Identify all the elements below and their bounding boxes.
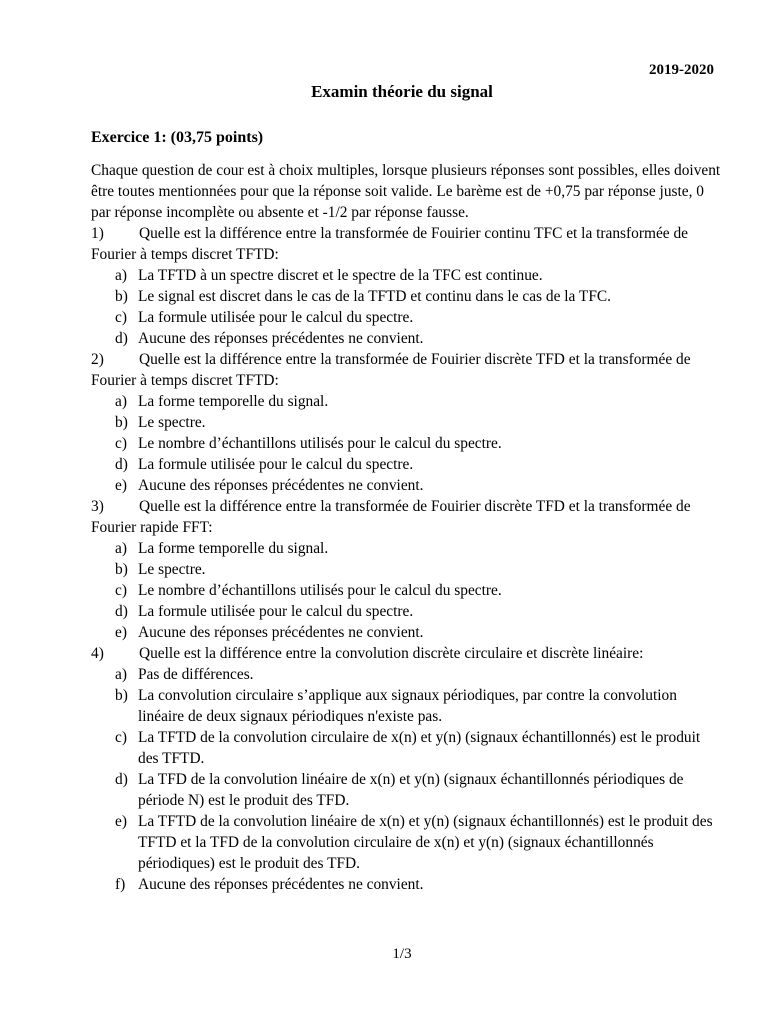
option-text: Aucune des réponses précédentes ne convient. <box>138 330 424 347</box>
answer-option <box>91 391 721 412</box>
option-text: Aucune des réponses précédentes ne convient. <box>138 876 424 893</box>
option-letter: d) <box>115 603 128 620</box>
option-text: La formule utilisée pour le calcul du spectre. <box>138 456 414 473</box>
option-text: Le nombre d’échantillons utilisés pour le calcul du spectre. <box>138 435 502 452</box>
answer-option <box>91 286 721 307</box>
option-letter: d) <box>115 456 128 473</box>
option-text: La TFD de la convolution linéaire de x(n) et y(n) (signaux échantillonnés périodiques de période N) est le produit des TFD. <box>138 771 684 809</box>
question-body: Quelle est la différence entre la transformée de Fouirier continu TFC et la transformée de Fourier à temps discret TFTD: <box>91 225 689 263</box>
answer-option <box>91 811 721 874</box>
question-2 <box>91 349 721 496</box>
option-letter: a) <box>115 540 127 557</box>
answer-option <box>91 622 721 643</box>
question-text <box>91 349 721 391</box>
option-letter: e) <box>115 477 127 494</box>
option-text: La TFTD à un spectre discret et le spectre de la TFC est continue. <box>138 267 543 284</box>
answer-option <box>91 685 721 727</box>
option-text: Pas de différences. <box>138 666 254 683</box>
question-number: 2) <box>91 351 104 368</box>
question-3 <box>91 496 721 643</box>
option-text: La TFTD de la convolution linéaire de x(n) et y(n) (signaux échantillonnés) est le produit des TFTD et la TFD de la convolution circulaire de x(n) et y(n) (signaux échantillonnés périodiques) est le produit des TFD. <box>138 813 713 872</box>
answer-options <box>91 664 721 895</box>
option-letter: b) <box>115 288 128 305</box>
question-body: Quelle est la différence entre la transformée de Fouirier discrète TFD et la transformée de Fourier rapide FFT: <box>91 498 691 536</box>
answer-option <box>91 874 721 895</box>
option-letter: f) <box>115 876 126 893</box>
option-text: Aucune des réponses précédentes ne convient. <box>138 477 424 494</box>
answer-option <box>91 538 721 559</box>
question-4 <box>91 643 721 895</box>
option-letter: b) <box>115 687 128 704</box>
question-1 <box>91 223 721 349</box>
question-text <box>91 223 721 265</box>
option-text: Le spectre. <box>138 561 206 578</box>
question-body: Quelle est la différence entre la transformée de Fouirier discrète TFD et la transformée de Fourier à temps discret TFTD: <box>91 351 691 389</box>
answer-option <box>91 769 721 811</box>
answer-option <box>91 307 721 328</box>
option-text: La formule utilisée pour le calcul du spectre. <box>138 309 414 326</box>
option-letter: b) <box>115 561 128 578</box>
question-number: 1) <box>91 225 104 242</box>
answer-option <box>91 454 721 475</box>
exercise-instructions: Chaque question de cour est à choix multiples, lorsque plusieurs réponses sont possibles, elles doivent être toutes mentionnées pour que la réponse soit valide. Le barème est de +0,75 par réponse juste, 0 par réponse incomplète ou absente et -1/2 par réponse fausse. <box>91 162 721 221</box>
answer-options <box>91 391 721 496</box>
exercise-content <box>91 160 721 895</box>
option-letter: a) <box>115 267 127 284</box>
answer-options <box>91 538 721 643</box>
option-text: La forme temporelle du signal. <box>138 393 329 410</box>
answer-options <box>91 265 721 349</box>
question-number: 3) <box>91 498 104 515</box>
option-letter: a) <box>115 666 127 683</box>
option-letter: c) <box>115 582 127 599</box>
option-text: La forme temporelle du signal. <box>138 540 329 557</box>
answer-option <box>91 727 721 769</box>
option-letter: a) <box>115 393 127 410</box>
answer-option <box>91 664 721 685</box>
option-letter: c) <box>115 729 127 746</box>
option-letter: e) <box>115 813 127 830</box>
option-text: Le spectre. <box>138 414 206 431</box>
page-title: Examin théorie du signal <box>311 82 493 101</box>
answer-option <box>91 433 721 454</box>
option-text: Le nombre d’échantillons utilisés pour le calcul du spectre. <box>138 582 502 599</box>
question-text <box>91 496 721 538</box>
answer-option <box>91 601 721 622</box>
option-text: Aucune des réponses précédentes ne convient. <box>138 624 424 641</box>
page-number: 1/3 <box>392 946 412 962</box>
answer-option <box>91 475 721 496</box>
answer-option <box>91 328 721 349</box>
option-letter: d) <box>115 771 128 788</box>
option-letter: c) <box>115 309 127 326</box>
question-text <box>91 643 721 664</box>
option-text: La TFTD de la convolution circulaire de x(n) et y(n) (signaux échantillonnés) est le produit des TFTD. <box>138 729 701 767</box>
question-list <box>91 223 721 895</box>
answer-option <box>91 265 721 286</box>
answer-option <box>91 412 721 433</box>
answer-option <box>91 580 721 601</box>
question-number: 4) <box>91 645 104 662</box>
answer-option <box>91 559 721 580</box>
exercise-title: Exercice 1: (03,75 points) <box>91 129 264 146</box>
option-letter: b) <box>115 414 128 431</box>
option-letter: c) <box>115 435 127 452</box>
option-text: Le signal est discret dans le cas de la TFTD et continu dans le cas de la TFC. <box>138 288 611 305</box>
question-body: Quelle est la différence entre la convolution discrète circulaire et discrète linéaire: <box>139 645 644 662</box>
academic-year: 2019-2020 <box>649 62 714 78</box>
option-text: La formule utilisée pour le calcul du spectre. <box>138 603 414 620</box>
option-letter: d) <box>115 330 128 347</box>
option-text: La convolution circulaire s’applique aux signaux périodiques, par contre la convolution linéaire de deux signaux périodiques n'existe pas. <box>138 687 677 725</box>
option-letter: e) <box>115 624 127 641</box>
